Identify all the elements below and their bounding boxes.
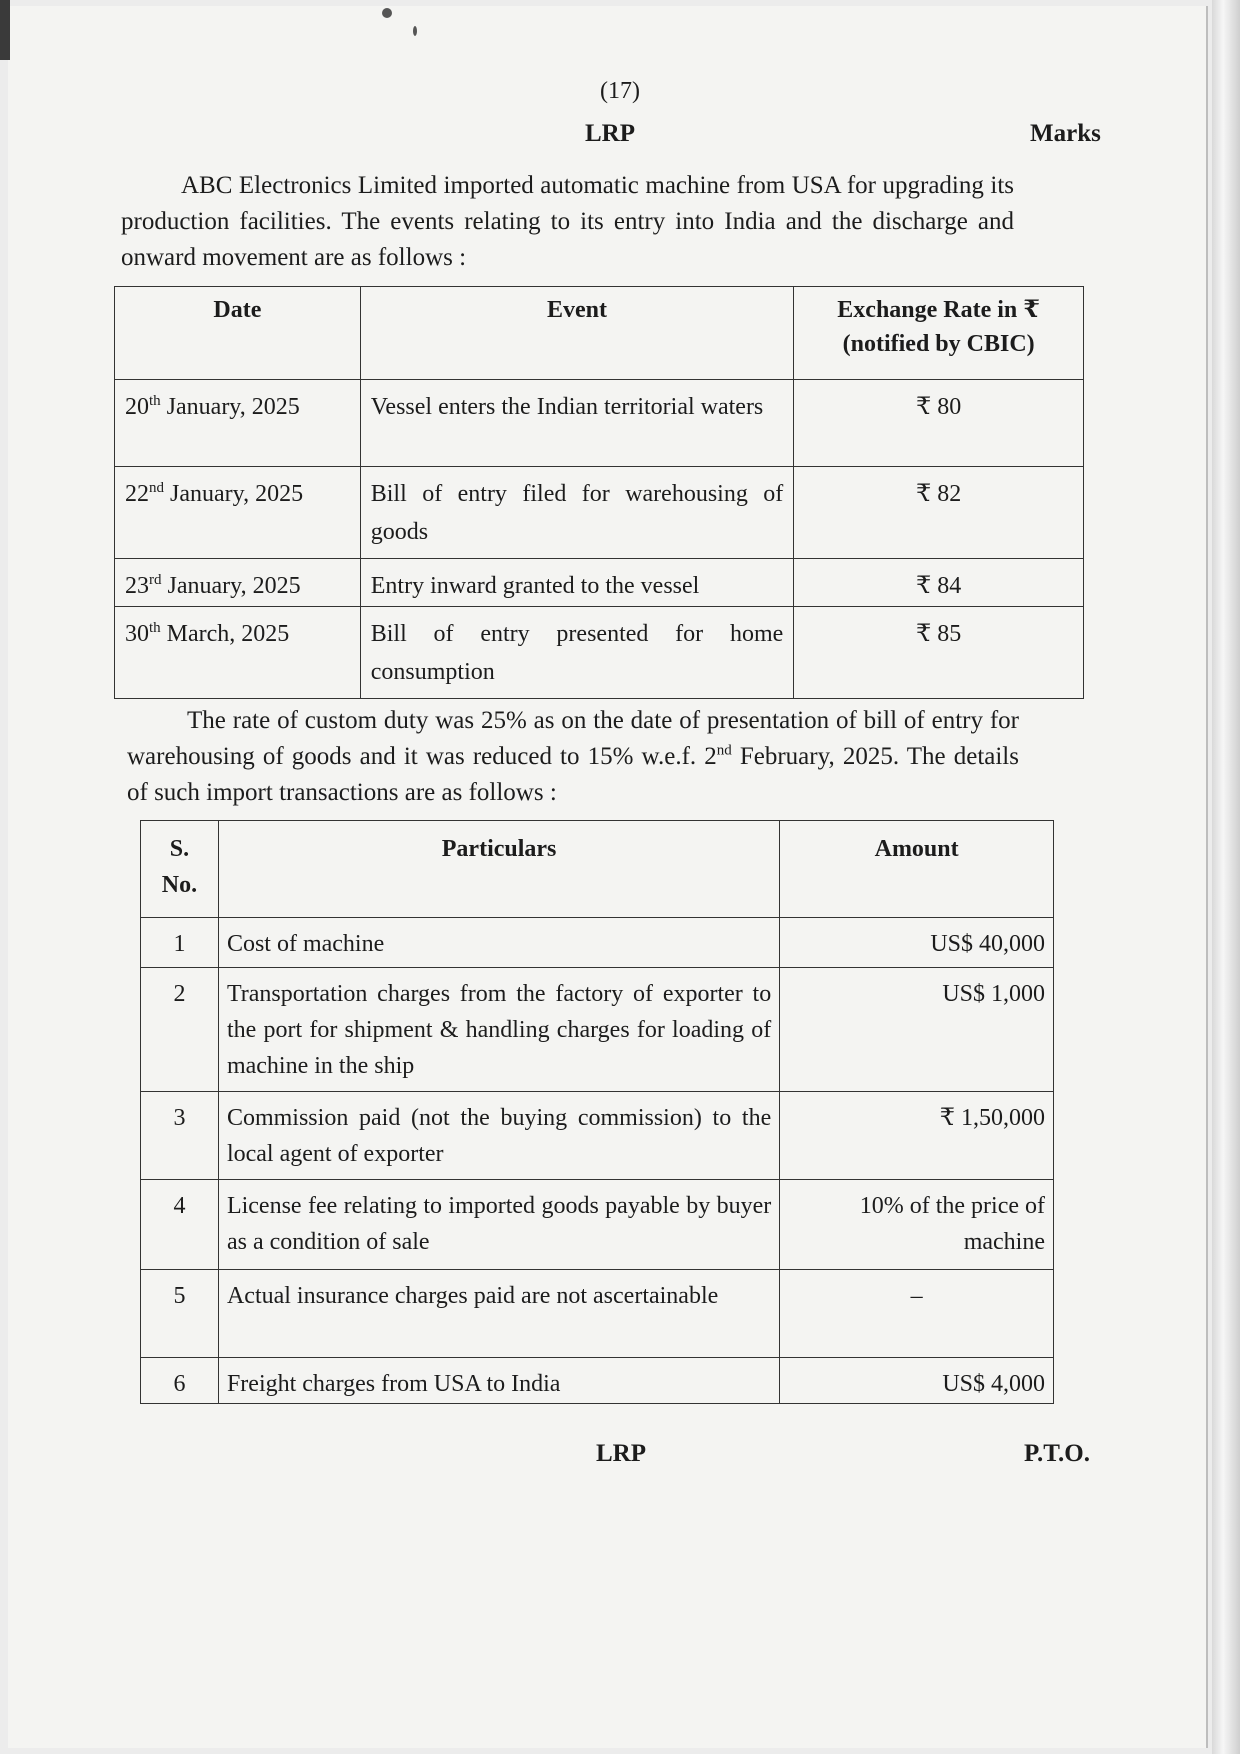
sno-cell: 2 (141, 968, 219, 1092)
event-date: 30th March, 2025 (115, 607, 361, 699)
amount-header: Amount (780, 821, 1054, 918)
event-description: Vessel enters the Indian territorial waters (360, 380, 794, 467)
particulars-cell: Actual insurance charges paid are not ascertainable (218, 1270, 779, 1358)
scan-speck (382, 8, 392, 18)
event-description: Bill of entry presented for home consumption (360, 607, 794, 699)
amount-cell: US$ 4,000 (780, 1358, 1054, 1404)
event-description: Bill of entry filed for warehousing of goods (360, 467, 794, 559)
event-date: 20th January, 2025 (115, 380, 361, 467)
transactions-table (140, 820, 1054, 1404)
sno-header (141, 821, 219, 918)
table-row (115, 607, 1084, 699)
table-row (141, 1270, 1054, 1358)
table-row (141, 1358, 1054, 1404)
events-header-row (115, 287, 1084, 380)
rate-header-line1: Exchange Rate in ₹ (837, 297, 1040, 323)
header-marks: Marks (1030, 120, 1101, 147)
particulars-cell: Commission paid (not the buying commission) to the local agent of exporter (218, 1092, 779, 1180)
table-row (141, 1180, 1054, 1270)
event-date: 23rd January, 2025 (115, 559, 361, 607)
particulars-header: Particulars (218, 821, 779, 918)
sno-cell: 6 (141, 1358, 219, 1404)
event-rate: ₹ 82 (794, 467, 1084, 559)
scan-edge-mark (0, 0, 10, 60)
sno-header-line2: No. (161, 872, 198, 898)
sno-cell: 4 (141, 1180, 219, 1270)
rate-header-line2: (notified by CBIC) (842, 331, 1035, 357)
table-row (115, 380, 1084, 467)
sno-header-line1: S. (169, 836, 190, 862)
amount-cell: ₹ 1,50,000 (780, 1092, 1054, 1180)
table-row (141, 968, 1054, 1092)
events-table (114, 286, 1084, 699)
event-header: Event (360, 287, 794, 380)
footer-code: LRP (596, 1440, 646, 1467)
amount-cell: US$ 40,000 (780, 918, 1054, 968)
particulars-cell: License fee relating to imported goods payable by buyer as a condition of sale (218, 1180, 779, 1270)
event-rate: ₹ 85 (794, 607, 1084, 699)
particulars-cell: Cost of machine (218, 918, 779, 968)
table-row (141, 1092, 1054, 1180)
event-rate: ₹ 80 (794, 380, 1084, 467)
event-date: 22nd January, 2025 (115, 467, 361, 559)
sno-cell: 3 (141, 1092, 219, 1180)
page-number: (17) (600, 78, 640, 104)
particulars-cell: Transportation charges from the factory of exporter to the port for shipment & handling charges for loading of machine in the ship (218, 968, 779, 1092)
footer-pto: P.T.O. (1024, 1440, 1090, 1467)
sno-cell: 1 (141, 918, 219, 968)
event-description: Entry inward granted to the vessel (360, 559, 794, 607)
scan-speck (413, 26, 417, 36)
particulars-cell: Freight charges from USA to India (218, 1358, 779, 1404)
intro-paragraph: ABC Electronics Limited imported automatic machine from USA for upgrading its production facilities. The events relating to its entry into India and the discharge and onward movement are as follows : (121, 172, 1014, 271)
amount-cell: US$ 1,000 (780, 968, 1054, 1092)
amount-cell: – (780, 1270, 1054, 1358)
table-row (115, 467, 1084, 559)
table-row (115, 559, 1084, 607)
event-rate: ₹ 84 (794, 559, 1084, 607)
header-code: LRP (585, 120, 635, 147)
transactions-header-row (141, 821, 1054, 918)
rate-header (794, 287, 1084, 380)
amount-cell: 10% of the price of machine (780, 1180, 1054, 1270)
date-header: Date (115, 287, 361, 380)
sno-cell: 5 (141, 1270, 219, 1358)
duty-paragraph: The rate of custom duty was 25% as on the date of presentation of bill of entry for warehousing of goods and it was reduced to 15% w.e.f. 2nd February, 2025. The details of such import transactions are as follows : (127, 707, 1019, 806)
table-row (141, 918, 1054, 968)
page-right-edge (1212, 0, 1240, 1754)
